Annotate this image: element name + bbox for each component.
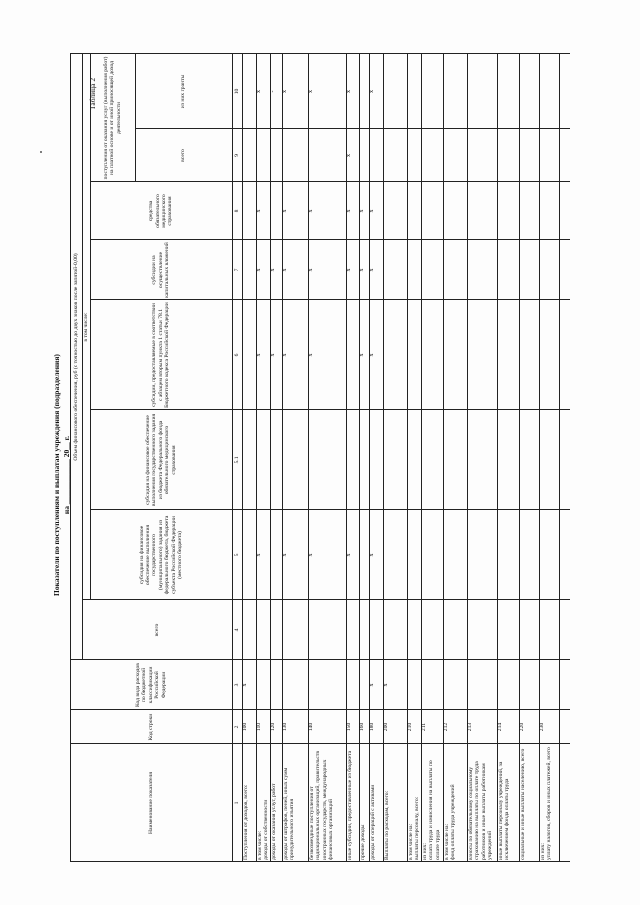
row-value — [443, 182, 467, 240]
row-value — [383, 54, 407, 129]
row-code: 230 — [539, 722, 545, 732]
row-name: социальные и иные выплаты населению, всего — [520, 748, 526, 860]
column-number: 5 — [233, 553, 240, 557]
row-value — [497, 182, 519, 240]
row-value: x — [346, 209, 352, 213]
row-value — [383, 129, 407, 182]
row-value — [421, 510, 443, 600]
row-budget-code — [421, 660, 443, 710]
row-value — [519, 600, 539, 660]
row-name: доходы от оказания услуг, работ — [271, 783, 277, 860]
row-value — [539, 410, 559, 510]
row-budget-code — [519, 660, 539, 710]
row-value: x — [369, 353, 375, 357]
row-value — [467, 182, 497, 240]
row-value — [519, 300, 539, 410]
row-value: x — [359, 353, 365, 357]
row-code: 211 — [421, 722, 427, 732]
document-title: Показатели по поступлениям и выплатам учреждения (подразделения) — [52, 354, 61, 596]
row-value — [407, 240, 421, 300]
row-value: x — [346, 154, 352, 157]
row-name: доходы от штрафов, пеней, иных сумм принудительного изъятия — [283, 767, 296, 860]
header-services: поступления от оказания услуг (выполнения работ) на платной основе и от иной приносящей доход деятельности — [102, 56, 122, 180]
row-value — [242, 240, 256, 300]
row-value — [270, 182, 282, 240]
row-value — [407, 600, 421, 660]
row-value — [383, 510, 407, 600]
row-value: x — [369, 553, 375, 557]
column-number: 3 — [233, 683, 240, 687]
row-value — [497, 54, 519, 129]
row-value — [539, 300, 559, 410]
row-value — [242, 300, 256, 410]
column-number: 8 — [233, 209, 240, 213]
row-value — [282, 129, 308, 182]
row-value: x — [282, 353, 288, 357]
row-value — [359, 410, 369, 510]
row-name: доходы от операций с активами — [370, 784, 376, 860]
row-value — [421, 300, 443, 410]
row-value: x — [282, 209, 288, 213]
header-col-8: средства обязательного медицинского страхования — [148, 194, 174, 228]
row-name: из них: уплату налогов, сборов и иных платежей, всего — [540, 747, 553, 860]
scan-speck — [40, 151, 42, 153]
row-value — [308, 129, 346, 182]
row-value — [270, 129, 282, 182]
row-value — [467, 54, 497, 129]
row-budget-code — [497, 660, 519, 710]
row-name: безвозмездные поступления от наднациональных организаций, правительств иностранных государств, международных финансовых организаций — [309, 751, 335, 860]
row-budget-code — [270, 660, 282, 710]
row-budget-code — [256, 660, 270, 710]
header-inc-group: в том числе: — [82, 312, 89, 342]
row-budget-code — [407, 660, 421, 710]
column-number: 9 — [233, 154, 240, 157]
header-volume-group: Объем финансового обеспечения, руб (с точностью до двух знаков после запятой-0,00) — [72, 253, 79, 461]
row-value — [443, 410, 467, 510]
indicators-table — [70, 54, 570, 862]
row-name: иные выплаты персоналу учреждений, за исключением фонда оплаты труда — [498, 761, 511, 860]
table-number: Таблица 2 — [88, 77, 97, 110]
row-value — [242, 410, 256, 510]
row-value: x — [308, 268, 314, 272]
row-budget-code — [282, 660, 308, 710]
row-code: 100 — [242, 722, 248, 732]
row-value — [383, 300, 407, 410]
row-value — [256, 410, 270, 510]
row-value — [421, 54, 443, 129]
row-value — [443, 129, 467, 182]
row-value — [308, 600, 346, 660]
row-value — [383, 410, 407, 510]
row-value: x — [369, 209, 375, 213]
row-name: Поступления от доходов, всего: — [243, 784, 249, 860]
row-value — [443, 510, 467, 600]
row-code: 130 — [282, 722, 288, 732]
row-value — [539, 54, 559, 129]
row-budget-code — [308, 660, 346, 710]
row-value — [467, 410, 497, 510]
row-value — [421, 410, 443, 510]
row-code: 120 — [270, 722, 276, 732]
row-code: 220 — [519, 722, 525, 732]
row-value: x — [346, 268, 352, 272]
row-value: x — [308, 209, 314, 213]
row-name: Выплаты по расходам, всего: — [384, 790, 390, 860]
row-value — [519, 182, 539, 240]
column-number: 2 — [233, 725, 240, 729]
row-value — [242, 129, 256, 182]
row-value — [443, 54, 467, 129]
row-value: x — [369, 268, 375, 272]
row-value: x — [256, 90, 262, 93]
row-code: 210 — [407, 722, 413, 732]
row-value: x — [282, 90, 288, 93]
column-number: 10 — [233, 88, 240, 95]
row-value — [369, 129, 383, 182]
row-value — [497, 240, 519, 300]
header-col-51: субсидия на финансовое обеспечение выполнения государственного задания из бюджета Федерального фонда обязательного медицинского страхования — [144, 413, 177, 507]
header-total: всего — [153, 623, 160, 637]
row-value — [539, 600, 559, 660]
row-value — [369, 600, 383, 660]
row-value — [497, 600, 519, 660]
row-budget-code: x — [369, 683, 375, 687]
row-value — [256, 600, 270, 660]
row-name: в том числе: доходы от собственности — [257, 799, 270, 860]
row-code: 180 — [369, 722, 375, 732]
row-value — [270, 410, 282, 510]
row-value — [407, 410, 421, 510]
row-value — [359, 600, 369, 660]
row-budget-code — [443, 660, 467, 710]
row-value — [383, 240, 407, 300]
row-value: x — [308, 90, 314, 93]
row-budget-code — [539, 660, 559, 710]
row-value — [359, 510, 369, 600]
row-value: x — [346, 553, 352, 557]
row-value: x — [270, 353, 276, 357]
row-value — [282, 600, 308, 660]
row-value — [497, 510, 519, 600]
row-value — [407, 300, 421, 410]
row-budget-code — [346, 660, 359, 710]
header-col-10: из них гранты — [180, 74, 187, 109]
row-value — [539, 182, 559, 240]
row-value — [497, 410, 519, 510]
row-value — [539, 129, 559, 182]
row-name: иные субсидии, предоставленные из бюджета — [347, 750, 353, 860]
column-number: 4 — [233, 628, 240, 632]
row-value — [282, 410, 308, 510]
row-value — [346, 600, 359, 660]
row-value — [407, 54, 421, 129]
row-value: x — [270, 268, 276, 272]
row-value — [242, 600, 256, 660]
row-value — [407, 510, 421, 600]
row-value: x — [256, 353, 262, 357]
row-value — [242, 510, 256, 600]
row-value — [467, 240, 497, 300]
row-value — [346, 300, 359, 410]
row-value — [369, 410, 383, 510]
row-value — [497, 300, 519, 410]
row-value: x — [369, 90, 375, 93]
row-value — [519, 240, 539, 300]
row-budget-code — [467, 660, 497, 710]
row-value — [407, 182, 421, 240]
row-value — [443, 240, 467, 300]
row-value: x — [256, 209, 262, 213]
document-subtitle: на ____________ 20__ г. — [62, 435, 71, 515]
row-value — [270, 510, 282, 600]
row-value — [467, 129, 497, 182]
row-budget-code: x — [383, 683, 389, 687]
header-col-5: субсидия на финансовое обеспечение выполнения государственного (муниципального) задания из федерального бюджета, бюджета субъекта Российской Федерации (местного бюджета) — [138, 515, 184, 595]
row-code: 212 — [443, 722, 449, 732]
row-value: x — [282, 553, 288, 557]
row-value — [407, 129, 421, 182]
row-value — [539, 240, 559, 300]
row-code: 160 — [359, 722, 365, 732]
row-value: x — [256, 553, 262, 557]
row-value — [383, 182, 407, 240]
row-value: x — [308, 353, 314, 357]
row-value — [383, 600, 407, 660]
row-value — [519, 129, 539, 182]
row-value — [497, 129, 519, 182]
row-value — [443, 600, 467, 660]
row-value — [359, 129, 369, 182]
header-col-6: субсидии, предоставляемые в соответствии с абзацем вторым пункта 1 статьи 78.1 Бюджетного кодекса Российской Федерации — [151, 302, 171, 408]
column-number: 7 — [233, 268, 240, 272]
row-value — [467, 300, 497, 410]
header-col-7: субсидии на осуществление капитальных вложений — [151, 242, 171, 298]
row-value: x — [359, 209, 365, 213]
row-value: x — [308, 553, 314, 557]
column-number: 6 — [233, 353, 240, 357]
row-value — [467, 510, 497, 600]
row-value: x — [282, 268, 288, 272]
row-value — [421, 240, 443, 300]
row-value — [421, 600, 443, 660]
row-code: 140 — [308, 722, 314, 732]
header-name: Наименование показателя — [147, 772, 154, 834]
row-value — [308, 410, 346, 510]
row-budget-code: x — [242, 683, 248, 687]
header-code: Код строки — [147, 713, 154, 741]
row-value — [359, 54, 369, 129]
row-name: в том числе на: выплаты персоналу, всего: — [408, 796, 421, 860]
row-value: x — [256, 268, 262, 272]
row-name: из них: оплата труда и начисления на выплаты по оплате труда — [422, 760, 441, 860]
row-value — [443, 300, 467, 410]
row-value: - — [270, 90, 276, 93]
row-value — [519, 54, 539, 129]
row-code: 213 — [467, 722, 473, 732]
row-value — [270, 600, 282, 660]
row-code: 214 — [497, 722, 503, 732]
column-number: 5.1 — [233, 456, 240, 464]
row-value: x — [359, 268, 365, 272]
row-value: x — [346, 90, 352, 93]
row-name: прочие доходы — [360, 824, 366, 860]
row-budget-code — [359, 660, 369, 710]
row-name: взносы по обязательному социальному страхованию на выплаты по оплате труда работников и иные выплаты работникам учреждений — [468, 761, 494, 860]
header-budget-code: Код вида расходов по бюджетной классификации Российской Федерации — [134, 663, 167, 707]
row-value — [519, 410, 539, 510]
row-value — [519, 510, 539, 600]
row-value — [421, 182, 443, 240]
row-value — [256, 129, 270, 182]
row-code: 200 — [383, 722, 389, 732]
row-code: 150 — [346, 722, 352, 732]
row-code: 110 — [256, 722, 262, 732]
row-value — [467, 600, 497, 660]
header-col-9: всего — [180, 149, 187, 162]
row-value — [242, 54, 256, 129]
row-value — [346, 410, 359, 510]
row-name: в том числе на: фонд оплаты труда учреждений — [444, 784, 457, 860]
column-number: 1 — [233, 801, 240, 805]
row-value — [242, 182, 256, 240]
row-value — [539, 510, 559, 600]
row-value — [421, 129, 443, 182]
row-line — [559, 54, 560, 862]
